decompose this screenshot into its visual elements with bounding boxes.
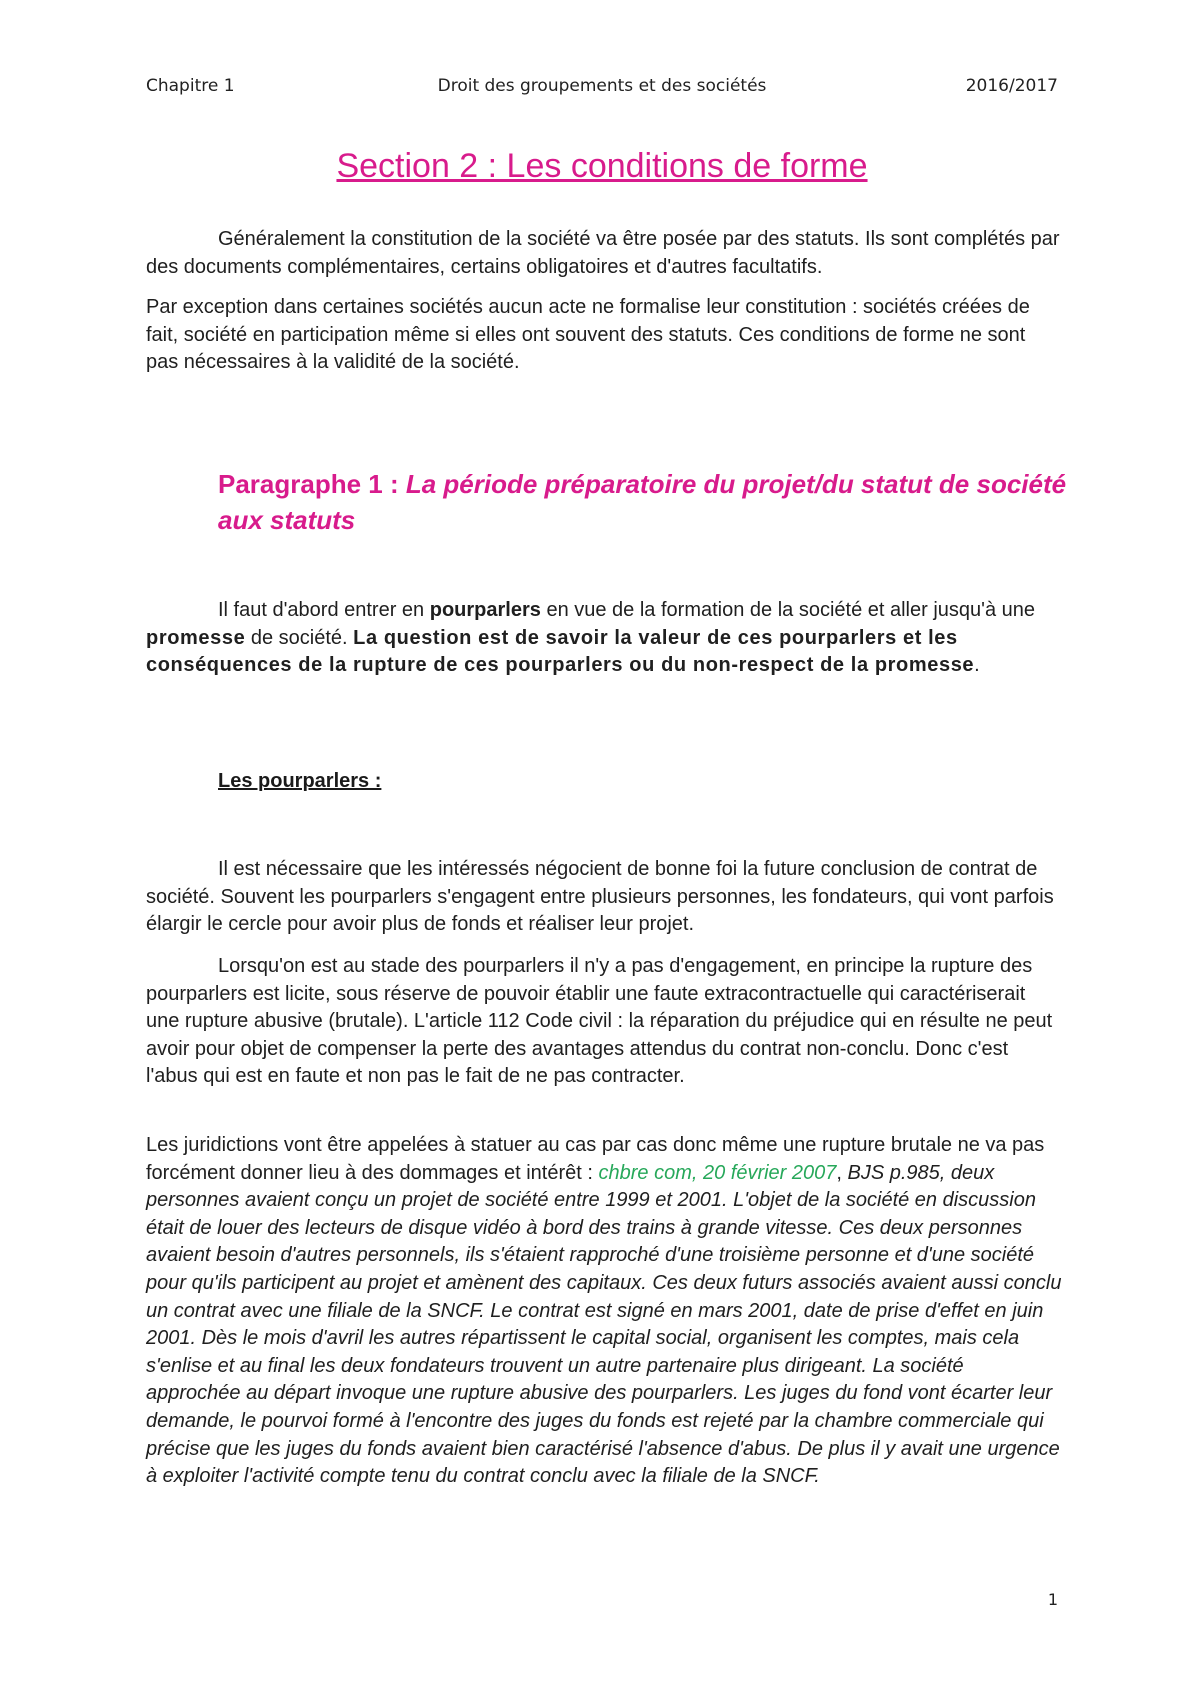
intro-paragraph-1: Généralement la constitution de la société va être posée par des statuts. Ils sont complétés par des documents complémentaires, certains obligatoires et d'autres facultatifs. [146, 228, 1060, 278]
header-chapter: Chapitre 1 [146, 76, 235, 96]
header-year: 2016/2017 [965, 76, 1058, 96]
bold-term-pourparlers: pourparlers [429, 599, 541, 621]
section-title: Section 2 : Les conditions de forme [336, 147, 868, 185]
paragraph-rupture: Lorsqu'on est au stade des pourparlers il n'y a pas d'engagement, en principe la rupture des pourparlers est licite, sous réserve de pouvoir établir une faute extracontractuelle qui caractériserait une rupture abusive (brutale). L'article 112 Code civil : la réparation du préjudice qui en résulte ne peut avoir pour objet de compenser la perte des avantages attendus du contrat non-conclu. Donc c'est l'abus qui est en faute et non pas le fait de ne pas contracter. [146, 955, 1053, 1088]
text-run: en vue de la formation de la société et aller jusqu'à une [540, 599, 1036, 621]
paragraph-jurisprudence [146, 1132, 1062, 1491]
bold-term-promesse: promesse [146, 626, 246, 649]
subheading-pourparlers: Les pourparlers : [218, 770, 382, 792]
case-description: BJS p.985, deux personnes avaient conçu un projet de société entre 1999 et 2001. L'objet de la société en discussion était de louer des lecteurs de disque vidéo à bord des trains à grande vitesse. Ces deux personnes avaient besoin d'autres personnels, ils s'étaient rapproché d'une troisième personne et d'une société pour qu'ils participent au projet et amènent des capitaux. Ces deux futurs associés avaient aussi conclu un contrat avec une filiale de la SNCF. Le contrat est signé en mars 2001, date de prise d'effet en juin 2001. Dès le mois d'avril les autres répartissent le capital social, organisent les comptes, mais cela s'enlise et au final les deux fondateurs trouvent un autre partenaire plus dirigeant. La société approchée au départ invoque une rupture abusive des pourparlers. Les juges du fond vont écarter leur demande, le pourvoi formé à l'encontre des juges du fonds est rejeté par la chambre commerciale qui précise que les juges du fonds avaient bien caractérisé l'absence d'abus. De plus il y avait une urgence à exploiter l'activité compte tenu du contrat conclu avec la filiale de la SNCF. [146, 1161, 1062, 1488]
pourparlers-intro-paragraph [146, 597, 1062, 680]
paragraph-heading-prefix: Paragraphe 1 : [218, 469, 406, 499]
paragraph-heading [218, 466, 1078, 538]
text-run: . [974, 654, 980, 677]
bold-question: La question est de savoir la valeur de ces pourparlers et les conséquences de la rupture de ces pourparlers ou du non-respect de la promesse [146, 626, 975, 677]
text-run: Il faut d'abord entrer en [218, 599, 430, 621]
case-reference: chbre com, 20 février 2007 [598, 1161, 837, 1184]
page-number: 1 [1047, 1590, 1058, 1609]
text-run: Les juridictions vont être appelées à statuer au cas par cas donc même une rupture brutale ne va pas forcément donner lieu à des dommages et intérêt : [146, 1134, 1045, 1184]
text-run: , [836, 1161, 848, 1184]
text-run: de société. [245, 626, 354, 649]
intro-paragraph-2: Par exception dans certaines sociétés aucun acte ne formalise leur constitution : sociétés créées de fait, société en participation même si elles ont souvent des statuts. Ces conditions de forme ne sont pas nécessaires à la validité de la société. [146, 296, 1030, 374]
header-course-title: Droit des groupements et des sociétés [437, 76, 767, 96]
paragraph-heading-title: La période préparatoire du projet/du statut de société aux statuts [218, 469, 1067, 535]
paragraph-negotiation: Il est nécessaire que les intéressés négocient de bonne foi la future conclusion de contrat de société. Souvent les pourparlers s'engagent entre plusieurs personnes, les fondateurs, qui vont parfois élargir le cercle pour avoir plus de fonds et réaliser leur projet. [146, 858, 1054, 936]
